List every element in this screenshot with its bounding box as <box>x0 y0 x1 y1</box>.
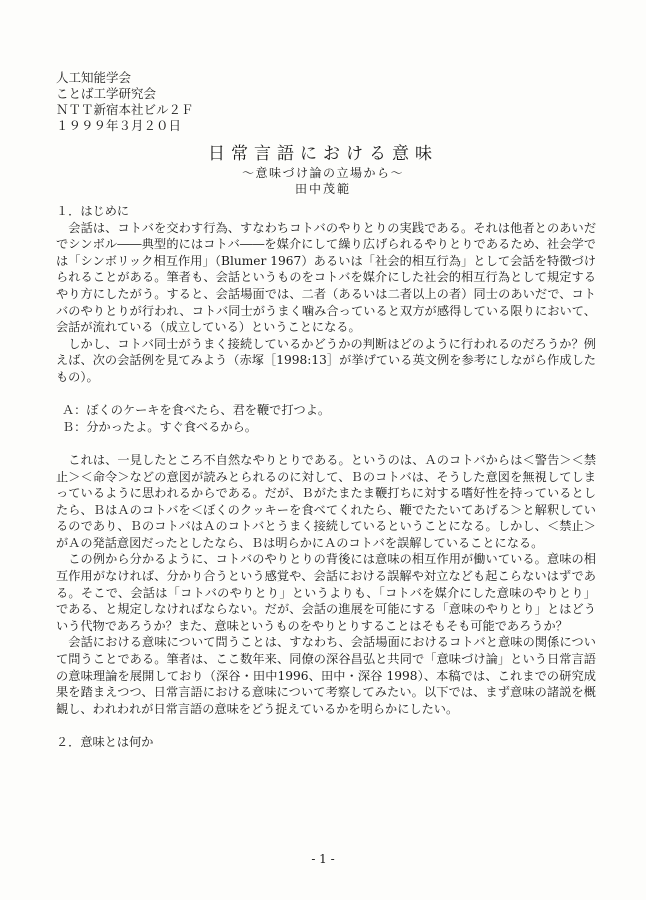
header-venue: ＮＴＴ新宿本社ビル２Ｆ <box>56 102 194 117</box>
header-society: 人工知能学会 <box>56 70 132 85</box>
paragraph: 会話は、コトバを交わす行為、すなわちコトバのやりとりの実践である。それは他者とのあいだでシンボル――典型的にはコトバ――を媒介にして繰り広げられるやりとりであるため、社会学では「シンボリック相互作用」（Blumer 1967）あるいは「社会的相互行為」として会話を特徴づけられることがある。筆者も、会話というものをコトバを媒介にした社会的相互行為として規定するやり方にしたがう。すると、会話場面では、二者（あるいは二者以上の者）同士のあいだで、コトバのやりとりが行われ、コトバ同士がうまく噛み合っていると双方が感得している限りにおいて、会話が流れている（成立している）ということになる。 <box>56 220 597 335</box>
header-block <box>56 70 194 134</box>
paper-author: 田中茂範 <box>294 182 351 196</box>
paper-title: 日常言語における意味 <box>208 144 438 164</box>
paragraph: この例から分かるように、コトバのやりとりの背後には意味の相互作用が働いている。意味の相互作用がなければ、分かり合うという感覚や、会話における誤解や対立なども起こらないはずである。そこで、会話は「コトバのやりとり」というよりも、「コトバを媒介にした意味のやりとり」である、と規定しなければならない。だが、会話の進展を可能にする「意味のやりとり」とはどういう代物であろうか？また、意味というものをやりとりすることはそもそも可能であろうか？ <box>56 552 596 633</box>
dialogue-line-b: Ｂ：分かったよ。すぐ食べるから。 <box>62 419 257 434</box>
section-heading-introduction: １．はじめに <box>56 204 130 218</box>
title-block <box>0 143 646 197</box>
section-heading-meaning: ２．意味とは何か <box>56 735 154 749</box>
paper-subtitle: ～意味づけ論の立場から～ <box>241 166 404 180</box>
dialogue-line-a: Ａ：ぼくのケーキを食べたら、君を鞭で打つよ。 <box>62 403 331 418</box>
header-date: １９９９年３月２０日 <box>56 118 182 133</box>
paragraph: 会話における意味について問うことは、すなわち、会話場面におけるコトバと意味の関係について問うことである。筆者は、ここ数年来、同僚の深谷昌弘と共同で「意味づけ論」という日常言語の意味理論を展開しており（深谷・田中1996、田中・深谷 1998）、本稿では、これまでの研究成果を踏まえつつ、日常言語における意味について考察してみたい。以下では、まず意味の諸説を概観し、われわれが日常言語の意味をどう捉えているかを明らかにしたい。 <box>56 635 596 716</box>
header-workshop: ことば工学研究会 <box>56 86 157 101</box>
body-text <box>56 203 596 751</box>
paragraph: しかし、コトバ同士がうまく接続しているかどうかの判断はどのように行われるのだろうか？例えば、次の会話例を見てみよう（赤塚［1998:13］が挙げている英文例を参考にしながら作成したもの）。 <box>56 336 596 384</box>
paragraph: これは、一見したところ不自然なやりとりである。というのは、Ａのコトバからは＜警告＞＜禁止＞＜命令＞などの意図が読みとられるのに対して、Ｂのコトバは、そうした意図を無視してしまっているように思われるからである。だが、Ｂがたまたま鞭打ちに対する嗜好性を持っているとしたら、ＢはＡのコトバを＜ぼくのクッキーを食べてくれたら、鞭でたたいてあげる＞と解釈しているのであり、ＢのコトバはＡのコトバとうまく接続しているということになる。しかし、＜禁止＞がＡの発話意図だったとしたなら、Ｂは明らかにＡのコトバを誤解していることになる。 <box>56 452 597 550</box>
page-number: - 1 - <box>311 852 335 866</box>
